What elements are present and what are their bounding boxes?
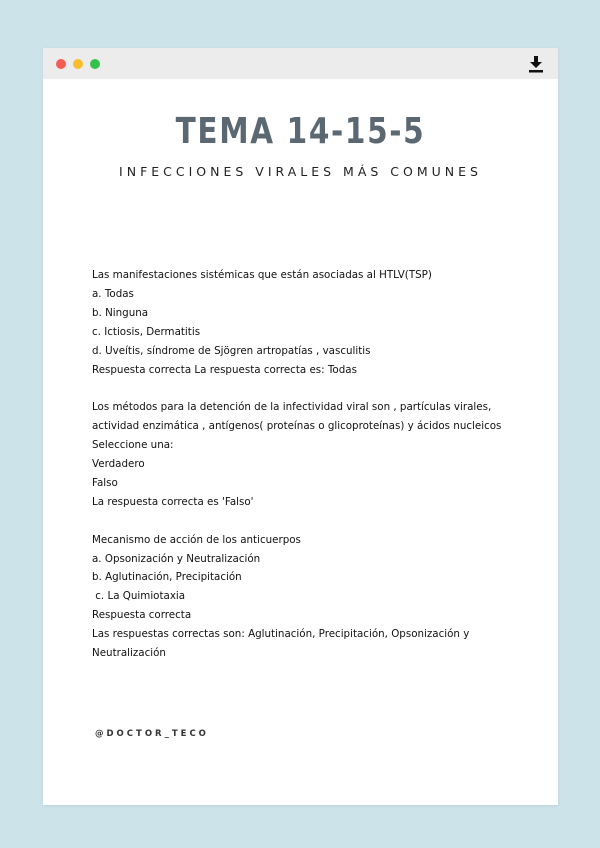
- download-icon[interactable]: [528, 55, 544, 73]
- document-body: [92, 266, 522, 663]
- answer-option: a. Opsonización y Neutralización: [92, 552, 261, 565]
- question-text: actividad enzimática , antígenos( proteínas o glicoproteínas) y ácidos nucleicos: [92, 420, 502, 433]
- paragraph-gap: [92, 512, 522, 531]
- answer-option: Verdadero: [92, 458, 145, 471]
- maximize-window-dot[interactable]: [90, 59, 100, 69]
- question-text: Las manifestaciones sistémicas que están asociadas al HTLV(TSP): [92, 269, 432, 281]
- question-block-1: [92, 266, 522, 379]
- correct-answer: Respuesta correcta La respuesta correcta es: Todas: [92, 363, 357, 376]
- window-titlebar: [43, 48, 558, 79]
- document-subtitle: INFECCIONES VIRALES MÁS COMUNES: [119, 164, 482, 179]
- answer-option: c. Ictiosis, Dermatitis: [92, 325, 201, 338]
- answer-option: Falso: [92, 476, 118, 489]
- question-text: Mecanismo de acción de los anticuerpos: [92, 533, 301, 546]
- paragraph-gap: [92, 379, 522, 398]
- answer-option: d. Uveítis, síndrome de Sjögren artropatías , vasculitis: [92, 344, 371, 357]
- answer-option: b. Ninguna: [92, 306, 149, 319]
- minimize-window-dot[interactable]: [73, 59, 83, 69]
- answer-option: c. La Quimiotaxia: [92, 590, 186, 603]
- answer-option: a. Todas: [92, 287, 134, 300]
- document-title: TEMA 14-15-5: [175, 111, 426, 152]
- answer-option: b. Aglutinación, Precipitación: [92, 571, 242, 584]
- correct-answer: Las respuestas correctas son: Aglutinación, Precipitación, Opsonización y: [92, 628, 470, 641]
- document-window: [43, 48, 558, 805]
- question-instruction: Seleccione una:: [92, 439, 174, 452]
- author-handle: @DOCTOR_TECO: [95, 729, 209, 739]
- correct-answer: La respuesta correcta es 'Falso': [92, 495, 254, 508]
- correct-answer: Neutralización: [92, 647, 166, 660]
- correct-answer-label: Respuesta correcta: [92, 609, 192, 622]
- question-text: Los métodos para la detención de la infectividad viral son , partículas virales,: [92, 401, 492, 414]
- close-window-dot[interactable]: [56, 59, 66, 69]
- question-block-2: [92, 398, 522, 511]
- question-block-3: [92, 531, 522, 663]
